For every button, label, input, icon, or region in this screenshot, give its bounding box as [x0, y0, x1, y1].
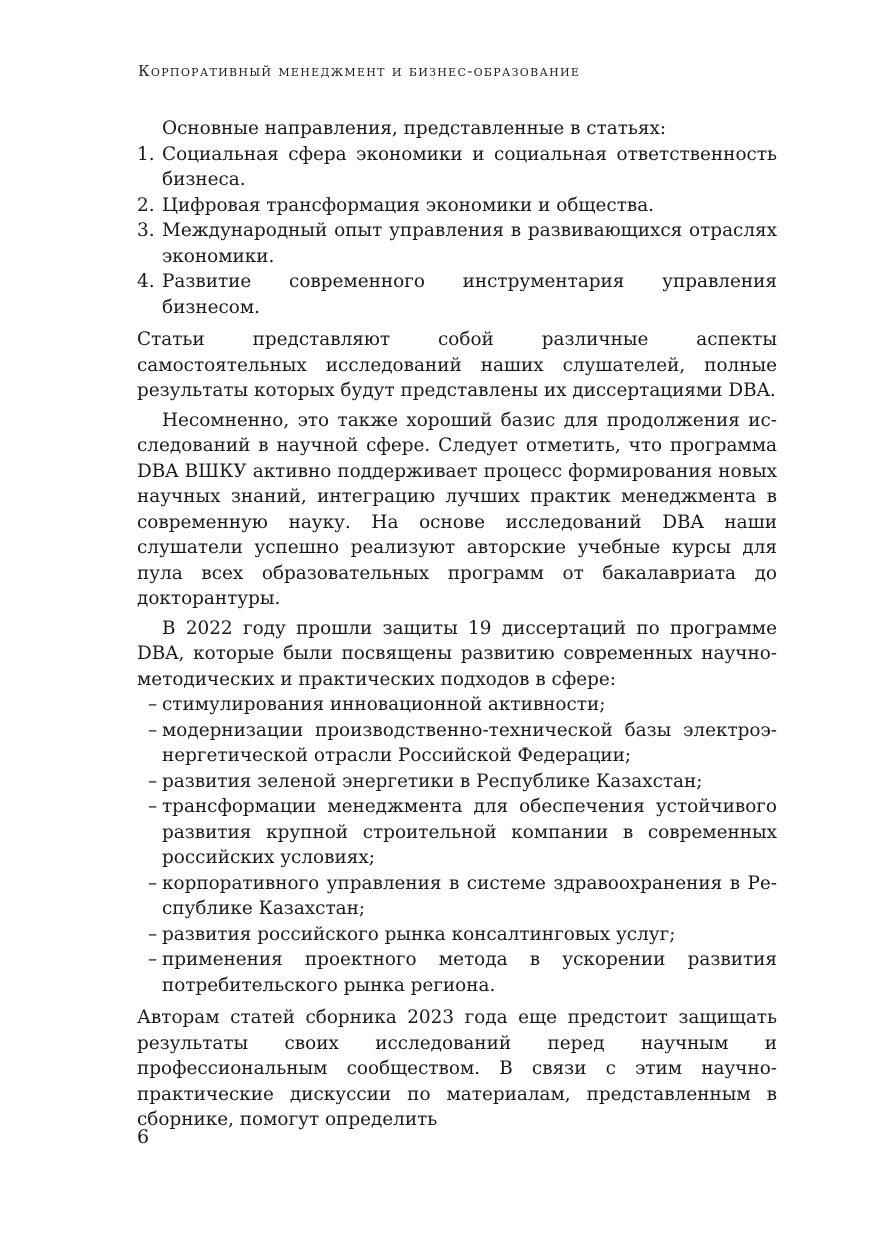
list-item [137, 269, 777, 320]
list-number: 2. [137, 194, 155, 216]
list-item-text: Социальная сфера экономики и социальная ответственность бизнеса. [162, 143, 777, 190]
list-item [137, 193, 777, 219]
basis-paragraph: Несомненно, это также хороший базис для продолжения исследований в научной сфере. Следует отметить, что программа DBA ВШКУ активно поддерживает процесс формирования новых научных знаний, интеграцию лучших практик менеджмента в современную науку. На основе исследований DBA наши слушатели успешно реализуют авторские учебные курсы для пула всех образовательных программ от бакалавриата до докторантуры. [137, 409, 777, 609]
list-item [137, 922, 777, 948]
page-body [137, 116, 777, 1133]
list-item-text: развития зеленой энергетики в Республике Казахстан; [162, 770, 703, 792]
list-item [137, 718, 777, 769]
intro-paragraph: Основные направления, представленные в статьях: [162, 118, 667, 139]
page-number: 6 [137, 1126, 150, 1148]
list-item [137, 947, 777, 998]
list-item [137, 142, 777, 193]
running-title: Корпоративный менеджмент и бизнес-образование [138, 62, 581, 80]
defenses-2022-paragraph: В 2022 году прошли защиты 19 диссертаций по программе DBA, которые были посвящены развитию современных научно-методических и практических подходов в сфере: [137, 617, 777, 690]
topics-list [137, 692, 777, 998]
authors-paragraph: Авторам статей сборника 2023 года еще предстоит защищать результаты своих исследований перед научным и профессиональным сообществом. В связи с этим научно-практические дискуссии по материалам, представленным в сборнике, помогут определить [137, 1007, 777, 1130]
list-item-text: применения проектного метода в ускорении развития потребительского рынка региона. [162, 949, 777, 996]
list-number: 1. [137, 143, 155, 165]
dash-marker: – [148, 694, 158, 715]
list-item [137, 794, 777, 871]
dash-marker: – [148, 770, 158, 792]
list-item-text: развития российского рынка консалтинговых услуг; [162, 923, 676, 945]
list-number: 4. [137, 271, 155, 292]
list-item-text: корпоративного управления в системе здравоохранения в Республике Казахстан; [162, 872, 777, 919]
dash-marker: – [148, 949, 158, 970]
dash-marker: – [148, 719, 158, 741]
dash-marker: – [148, 923, 158, 945]
list-item-text: модернизации производственно-технической базы электроэнергетической отрасли Российской Федерации; [162, 719, 777, 766]
list-number: 3. [137, 220, 155, 241]
list-item-text: Международный опыт управления в развивающихся отраслях экономики. [162, 220, 777, 267]
list-item-text: Развитие современного инструментария управления бизнесом. [162, 271, 777, 318]
list-item [137, 769, 777, 795]
running-header [138, 62, 738, 80]
list-item-text: Цифровая трансформация экономики и общества. [162, 194, 655, 216]
list-item [137, 692, 777, 718]
directions-list [137, 142, 777, 321]
articles-paragraph: Статьи представляют собой различные аспекты самостоятельных исследований наших слушателей, полные результаты которых будут представлены их диссертациями DBA. [137, 329, 777, 401]
dash-marker: – [148, 872, 158, 894]
list-item [137, 871, 777, 922]
list-item-text: трансформации менеджмента для обеспечения устойчивого развития крупной строительной компании в современных российских условиях; [162, 796, 777, 868]
list-item-text: стимулирования инновационной активности; [162, 694, 606, 715]
dash-marker: – [148, 796, 158, 817]
list-item [137, 218, 777, 269]
